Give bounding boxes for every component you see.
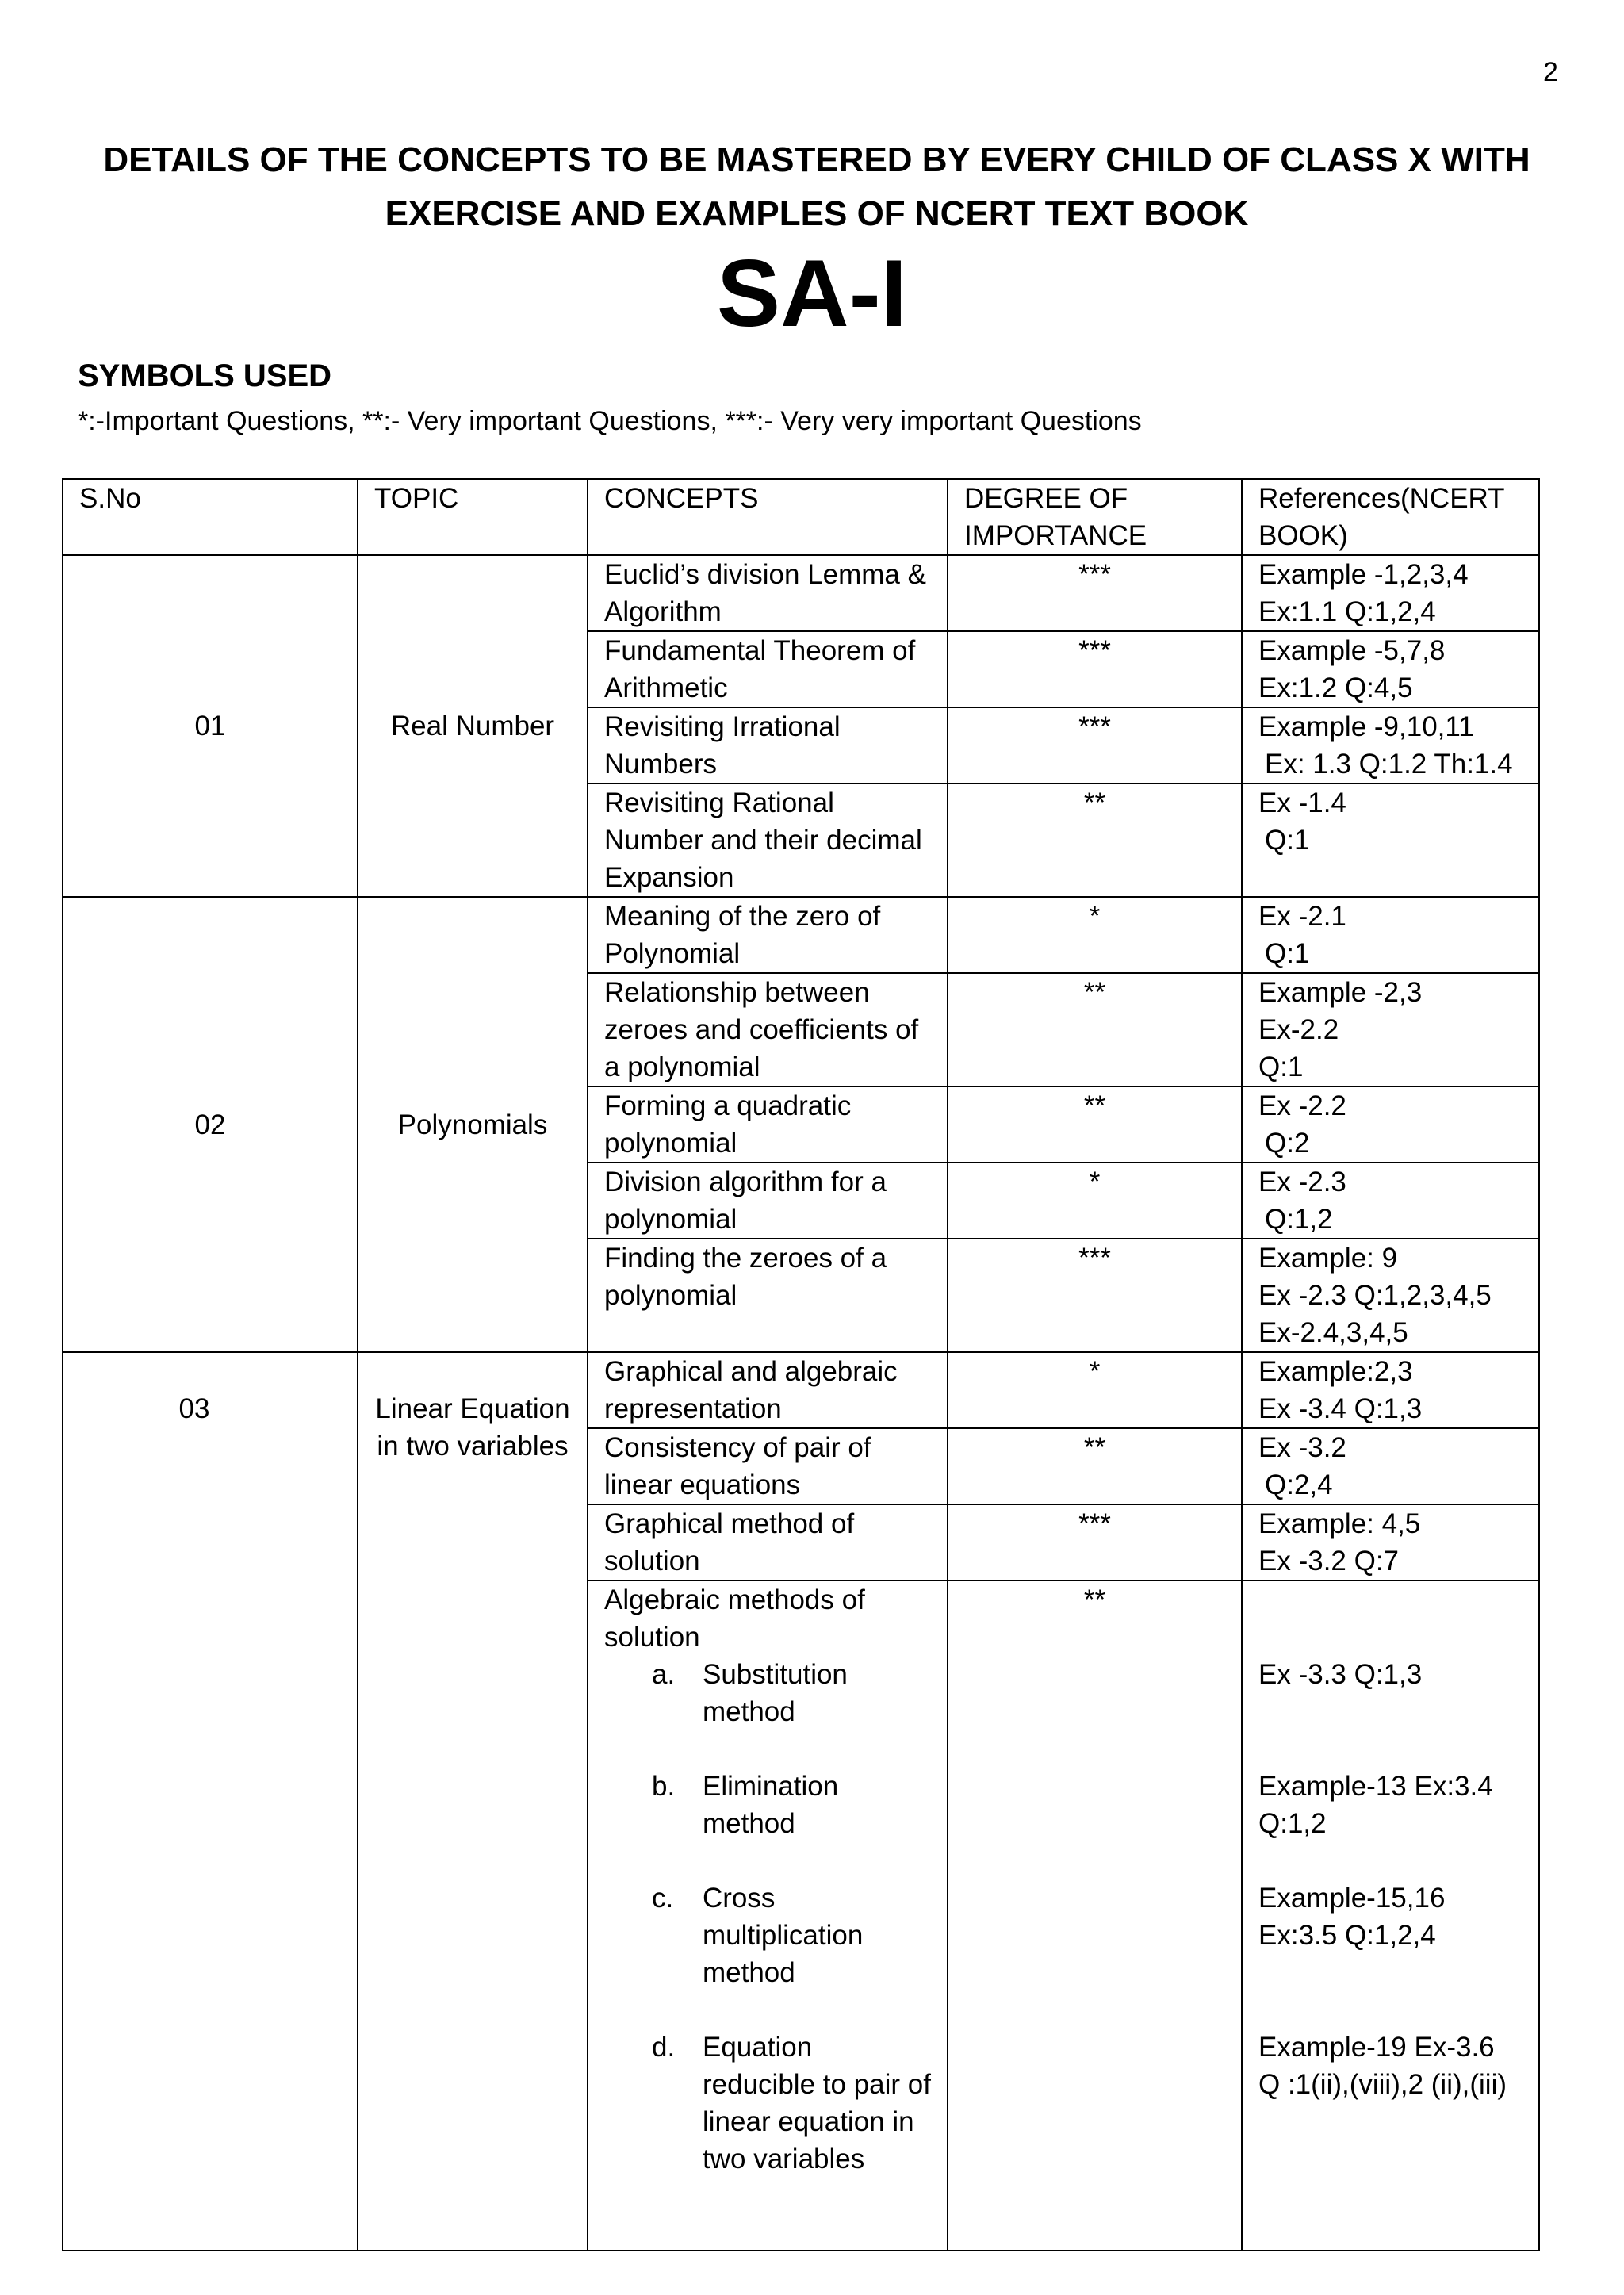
degree-cell: *** — [948, 555, 1242, 631]
degree-cell: *** — [948, 1239, 1242, 1352]
header-concepts: CONCEPTS — [588, 479, 948, 555]
concept-cell: Finding the zeroes of a polynomial — [588, 1239, 948, 1352]
concept-cell: Meaning of the zero of Polynomial — [588, 897, 948, 973]
degree-cell: *** — [948, 707, 1242, 784]
title-line-1: DETAILS OF THE CONCEPTS TO BE MASTERED BY EVERY CHILD OF CLASS X WITH — [103, 140, 1530, 179]
reference-cell: Ex -3.3 Q:1,3 Example-13 Ex:3.4 Q:1,2 Example-15,16 Ex:3.5 Q:1,2,4 Example-19 Ex-3.6 Q :1(ii),(viii),2 (ii),(iii) — [1242, 1580, 1539, 2251]
header-degree: DEGREE OF IMPORTANCE — [948, 479, 1242, 555]
degree-cell: ** — [948, 1428, 1242, 1504]
symbols-description: *:-Important Questions, **:- Very important Questions, ***:- Very very important Questions — [78, 406, 1142, 436]
reference-cell: Ex -2.3 Q:1,2 — [1242, 1163, 1539, 1239]
header-topic: TOPIC — [358, 479, 588, 555]
degree-cell: *** — [948, 631, 1242, 707]
topic-cell: Real Number — [358, 555, 588, 897]
degree-cell: *** — [948, 1504, 1242, 1580]
list-item: c. Cross multiplication method — [652, 1883, 864, 1988]
sno-cell: 02 — [63, 897, 358, 1352]
reference-cell: Ex -2.2 Q:2 — [1242, 1086, 1539, 1163]
degree-cell: * — [948, 1163, 1242, 1239]
algebraic-methods-label: Algebraic methods of solution — [604, 1584, 865, 1653]
symbols-heading: SYMBOLS USED — [78, 358, 332, 393]
list-item: a. Substitution method — [652, 1659, 848, 1727]
header-references: References(NCERT BOOK) — [1242, 479, 1539, 555]
reference-cell: Ex -2.1 Q:1 — [1242, 897, 1539, 973]
reference-cell: Ex -1.4 Q:1 — [1242, 784, 1539, 897]
concept-cell: Graphical and algebraic representation — [588, 1352, 948, 1428]
concepts-table — [62, 478, 1540, 2251]
reference-cell: Example -1,2,3,4 Ex:1.1 Q:1,2,4 — [1242, 555, 1539, 631]
title-line-2: EXERCISE AND EXAMPLES OF NCERT TEXT BOOK — [385, 194, 1249, 233]
degree-cell: ** — [948, 1580, 1242, 2251]
table-row — [63, 555, 1539, 631]
concept-cell: Euclid’s division Lemma & Algorithm — [588, 555, 948, 631]
reference-cell: Example -5,7,8 Ex:1.2 Q:4,5 — [1242, 631, 1539, 707]
reference-cell: Ex -3.2 Q:2,4 — [1242, 1428, 1539, 1504]
document-title — [71, 133, 1562, 241]
list-item: b. Elimination method — [652, 1771, 839, 1839]
table-row — [63, 1352, 1539, 1428]
concept-cell: Revisiting Rational Number and their decimal Expansion — [588, 784, 948, 897]
page-number: 2 — [1543, 57, 1558, 87]
concept-cell: Graphical method of solution — [588, 1504, 948, 1580]
table-row — [63, 897, 1539, 973]
concept-cell: Consistency of pair of linear equations — [588, 1428, 948, 1504]
reference-cell: Example:2,3 Ex -3.4 Q:1,3 — [1242, 1352, 1539, 1428]
topic-cell: Linear Equation in two variables — [358, 1352, 588, 2251]
header-sno: S.No — [63, 479, 358, 555]
concept-cell: Forming a quadratic polynomial — [588, 1086, 948, 1163]
section-heading: SA-I — [717, 240, 907, 347]
degree-cell: * — [948, 897, 1242, 973]
degree-cell: ** — [948, 1086, 1242, 1163]
degree-cell: ** — [948, 784, 1242, 897]
sno-cell: 01 — [63, 555, 358, 897]
reference-cell: Example: 9 Ex -2.3 Q:1,2,3,4,5 Ex-2.4,3,4,5 — [1242, 1239, 1539, 1352]
methods-list — [604, 1656, 931, 2178]
concept-cell: Revisiting Irrational Numbers — [588, 707, 948, 784]
degree-cell: ** — [948, 973, 1242, 1086]
reference-cell: Example: 4,5 Ex -3.2 Q:7 — [1242, 1504, 1539, 1580]
sno-cell: 03 — [63, 1352, 358, 2251]
reference-cell: Example -2,3 Ex-2.2 Q:1 — [1242, 973, 1539, 1086]
reference-cell: Example -9,10,11 Ex: 1.3 Q:1.2 Th:1.4 — [1242, 707, 1539, 784]
concept-cell — [588, 1580, 948, 2251]
concept-cell: Division algorithm for a polynomial — [588, 1163, 948, 1239]
concept-cell: Fundamental Theorem of Arithmetic — [588, 631, 948, 707]
degree-cell: * — [948, 1352, 1242, 1428]
topic-cell: Polynomials — [358, 897, 588, 1352]
list-item: d. Equation reducible to pair of linear equation in two variables — [652, 2032, 931, 2174]
table-header-row — [63, 479, 1539, 555]
concept-cell: Relationship between zeroes and coefficients of a polynomial — [588, 973, 948, 1086]
